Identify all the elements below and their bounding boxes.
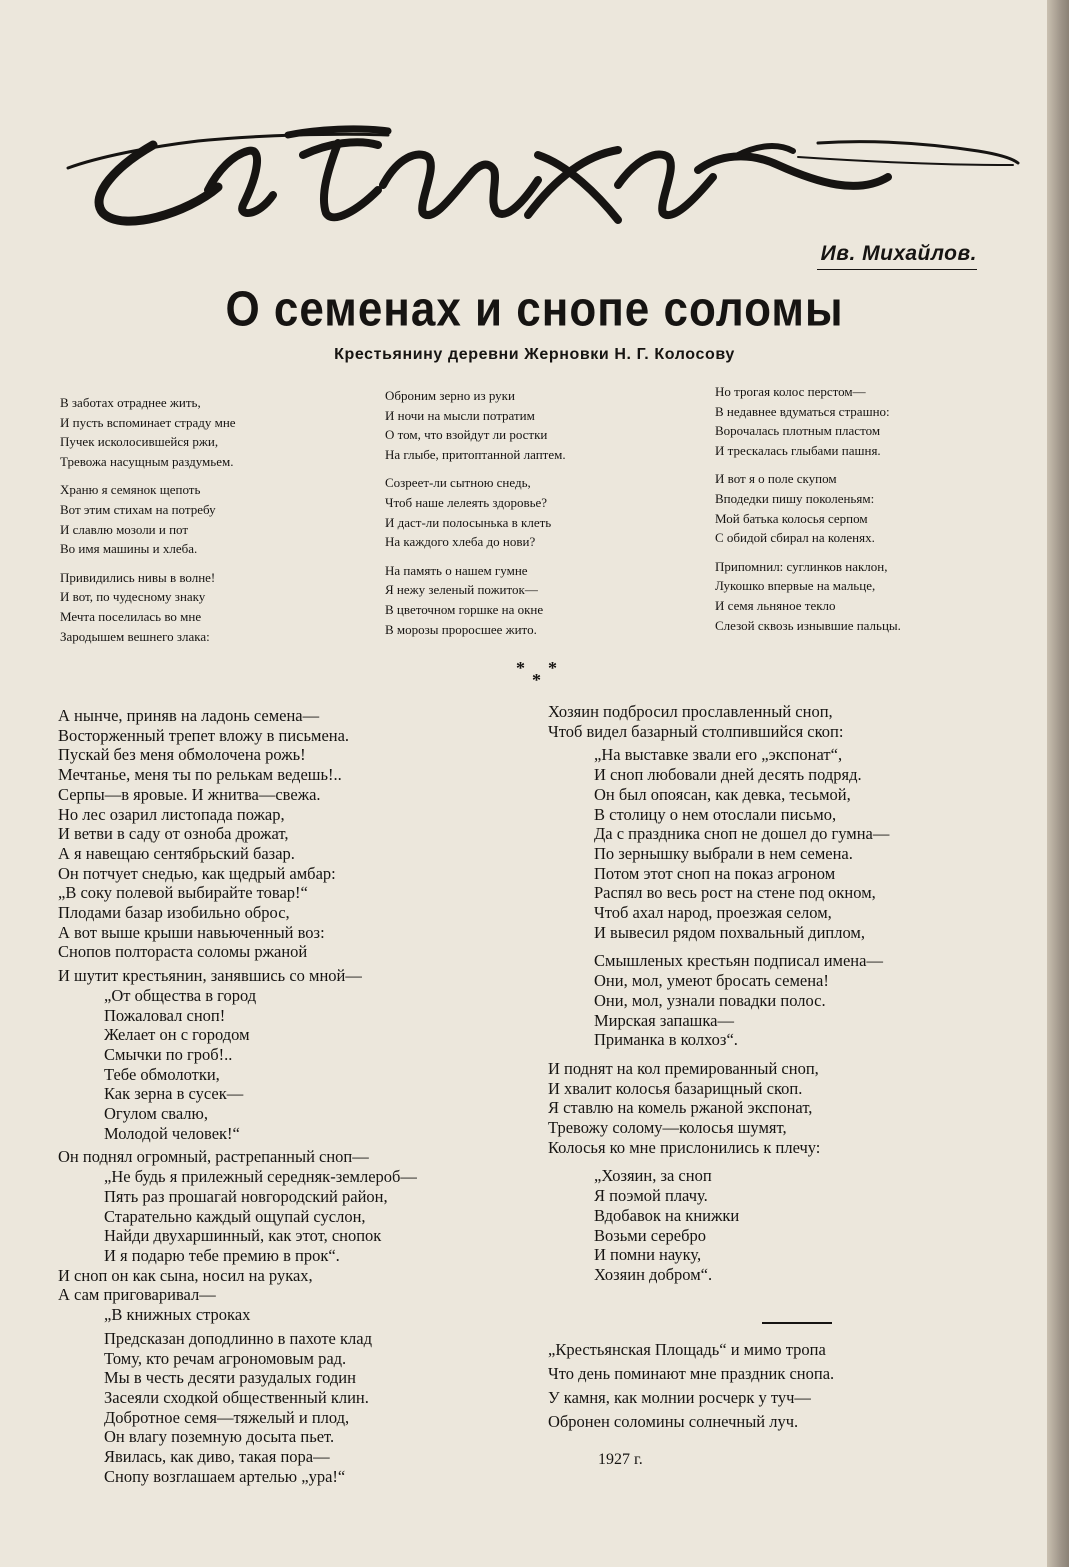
section-header-script <box>58 95 1038 245</box>
verse-line: „От общества в город <box>104 985 257 1005</box>
verse-line: И ветви в саду от озноба дрожат, <box>58 824 289 844</box>
verse-line: Он был опоясан, как девка, тесьмой, <box>594 784 851 804</box>
verse-line: Что день поминают мне праздник снопа. <box>548 1364 835 1383</box>
verse-line: Снопов полтораста соломы ржаной <box>58 942 308 962</box>
verse-line: Лукошко впервые на мальце, <box>715 578 876 594</box>
verse-line: И поднят на кол премированный сноп, <box>548 1058 819 1078</box>
verse-block-indented <box>548 1166 889 1284</box>
verse-line: Тому, кто речам агрономовым рад. <box>104 1348 347 1368</box>
verse-line: Он влагу поземную досыта пьет. <box>104 1427 335 1447</box>
stanza <box>385 386 566 464</box>
verse-line: Мирская запашка— <box>594 1010 734 1030</box>
poem-date: 1927 г. <box>598 1451 643 1468</box>
verse-line: У камня, как молнии росчерк у туч— <box>548 1388 811 1407</box>
page-edge <box>1047 0 1069 1567</box>
verse-line: Плодами базар изобильно оброс, <box>58 903 290 923</box>
verse-line: В недавнее вдуматься страшно: <box>715 403 890 419</box>
stanza <box>60 568 236 646</box>
asterisk: * <box>532 670 541 690</box>
verse-block-indented <box>58 1305 417 1486</box>
verse-line: Пучек исколосившейся ржи, <box>60 434 219 450</box>
verse-line: Колосья ко мне прислонились к плечу: <box>548 1137 821 1157</box>
verse-line: Снопу возглашаем артелью „ура!“ <box>104 1466 346 1486</box>
verse-line: Хозяин подбросил прославленный сноп, <box>548 702 833 721</box>
verse-block <box>58 706 417 962</box>
verse-line: И трескалась глыбами пашня. <box>715 442 881 458</box>
verse-line: Мой батька колосья серпом <box>715 510 868 526</box>
poem-dedication: Крестьянину деревни Жерновки Н. Г. Колосову <box>334 346 735 363</box>
verse-line: И хвалит колосья базарищный скоп. <box>548 1078 803 1098</box>
verse-line: На каждого хлеба до нови? <box>385 534 536 550</box>
verse-line: Да с праздника сноп не дошел до гумна— <box>594 824 890 844</box>
verse-line: И семя льняное текло <box>715 597 836 613</box>
main-column-right <box>548 702 889 1285</box>
verse-block-indented <box>58 1167 417 1266</box>
verse-line: Засеяли сходкой общественный клин. <box>104 1387 369 1407</box>
verse-line: Он поднял огромный, растрепанный сноп— <box>58 1147 369 1167</box>
verse-line: Распял во весь рост на стене под окном, <box>594 883 876 903</box>
verse-line: Чтоб ахал народ, проезжая селом, <box>594 903 832 923</box>
asterisk: * <box>548 658 557 678</box>
poem-title: О семенах и снопе соломы <box>225 282 844 337</box>
verse-line: И вот я о поле скупом <box>715 471 837 487</box>
author-name: Ив. Михайлов. <box>817 242 977 270</box>
verse-line: Вот этим стихам на потребу <box>60 501 216 517</box>
verse-line: Созреет-ли сытною снедь, <box>385 475 531 491</box>
verse-line: Ворочалась плотным пластом <box>715 423 881 439</box>
verse-block-indented <box>58 986 417 1144</box>
verse-line: Слезой сквозь изнывшие пальцы. <box>715 617 901 633</box>
verse-line: Он потчует снедью, как щедрый амбар: <box>58 863 336 883</box>
small-column-3 <box>715 382 901 644</box>
verse-line: Вподедки пишу поколеньям: <box>715 490 875 506</box>
main-column-left <box>58 706 417 1486</box>
verse-line: Я поэмой плачу. <box>594 1186 708 1206</box>
verse-line: И помни науку, <box>594 1245 702 1265</box>
asterisk: * <box>516 658 525 678</box>
verse-line: Пускай без меня обмолочена рожь! <box>58 745 306 765</box>
stanza <box>385 473 566 551</box>
verse-line: Как зерна в сусек— <box>104 1084 244 1104</box>
verse-line: Приманка в колхоз“. <box>594 1030 738 1050</box>
verse-line: Чтоб наше лелеять здоровье? <box>385 494 548 510</box>
verse-line: „На выставке звали его „экспонат“, <box>594 745 843 765</box>
verse-line: Пожаловал сноп! <box>104 1005 226 1025</box>
verse-line: Оброним зерно из руки <box>385 388 515 403</box>
verse-line: Хозяин добром“. <box>594 1264 713 1284</box>
verse-line: Мечтанье, меня ты по релькам ведешь!.. <box>58 765 342 785</box>
verse-line: Явилась, как диво, такая пора— <box>104 1447 330 1467</box>
verse-line: Пять раз прошагай новгородский район, <box>104 1186 388 1206</box>
verse-line: Чтоб видел базарный столпившийся скоп: <box>548 721 844 741</box>
verse-line: И славлю мозоли и пот <box>60 521 189 537</box>
verse-line: С обидой сбирал на коленях. <box>715 530 875 546</box>
verse-line: Потом этот сноп на показ агроном <box>594 863 836 883</box>
verse-line: „Хозяин, за сноп <box>594 1166 712 1186</box>
verse-line: А вот выше крыши навьюченный воз: <box>58 922 325 942</box>
stanza <box>715 382 901 460</box>
verse-line: „В книжных строках <box>104 1305 251 1325</box>
verse-line: Тебе обмолотки, <box>104 1064 220 1084</box>
verse-line: На память о нашем гумне <box>385 562 528 578</box>
stanza <box>385 561 566 639</box>
verse-line: И пусть вспоминает страду мне <box>60 414 236 430</box>
final-stanza <box>548 1338 834 1434</box>
verse-line: Вдобавок на книжки <box>594 1205 740 1225</box>
verse-line: Предсказан доподлинно в пахоте клад <box>104 1328 372 1348</box>
verse-line: Но трогая колос перстом— <box>715 384 866 399</box>
verse-line: И сноп любовали дней десять подряд. <box>594 765 862 785</box>
verse-line: Тревожа насущным раздумьем. <box>60 453 234 469</box>
verse-line: Я ставлю на комель ржаной экспонат, <box>548 1098 813 1118</box>
stanza <box>715 557 901 635</box>
verse-line: Молодой человек!“ <box>104 1123 240 1143</box>
verse-line: „Крестьянская Площадь“ и мимо тропа <box>548 1340 826 1359</box>
verse-line: И вот, по чудесному знаку <box>60 589 206 605</box>
verse-block-indented <box>548 745 889 1050</box>
verse-line: Восторженный трепет вложу в письмена. <box>58 725 350 745</box>
verse-line: Желает он с городом <box>104 1025 250 1045</box>
stanza <box>60 480 236 558</box>
asterism-separator <box>508 658 568 690</box>
verse-line: И сноп он как сына, носил на руках, <box>58 1265 313 1285</box>
small-column-1 <box>60 393 236 655</box>
verse-line: Серпы—в яровые. И жнитва—свежа. <box>58 784 321 804</box>
verse-line: Во имя машины и хлеба. <box>60 541 198 557</box>
verse-line: А сам приговаривал— <box>58 1285 216 1305</box>
verse-line: Они, мол, умеют бросать семена! <box>594 971 829 991</box>
verse-line: Найди двухаршинный, как этот, снопок <box>104 1226 382 1246</box>
verse-line: В заботах отраднее жить, <box>60 395 201 410</box>
verse-line: „В соку полевой выбирайте товар!“ <box>58 883 308 903</box>
verse-line: Мы в честь десяти разудалых годин <box>104 1368 356 1388</box>
verse-line: Тревожу солому—колосья шумят, <box>548 1118 787 1138</box>
verse-line: На глыбе, притоптанной лаптем. <box>385 446 566 462</box>
stanza <box>715 469 901 547</box>
verse-line: Я нежу зеленый пожиток— <box>385 582 538 598</box>
verse-line: И ночи на мысли потратим <box>385 407 535 423</box>
verse-line: Возьми серебро <box>594 1225 707 1245</box>
section-divider <box>762 1322 832 1324</box>
verse-line: В цветочном горшке на окне <box>385 601 544 617</box>
small-column-2 <box>385 386 566 648</box>
verse-line: И даст-ли полосынька в клеть <box>385 514 552 530</box>
verse-line: Обронен соломины солнечный луч. <box>548 1412 799 1431</box>
verse-line: Мечта поселилась во мне <box>60 608 202 624</box>
verse-line: И я подарю тебе премию в прок“. <box>104 1245 340 1265</box>
verse-line: О том, что взойдут ли ростки <box>385 427 548 443</box>
verse-line: В столицу о нем отослали письмо, <box>594 804 837 824</box>
verse-line: Они, мол, узнали повадки полос. <box>594 990 826 1010</box>
verse-line: И шутит крестьянин, занявшись со мной— <box>58 966 362 986</box>
verse-line: Зародышем вешнего злака: <box>60 628 210 644</box>
verse-line: Припомнил: суглинков наклон, <box>715 558 888 574</box>
verse-line: Огулом свалю, <box>104 1104 208 1124</box>
stanza <box>60 393 236 471</box>
verse-line: Старательно каждый ощупай суслон, <box>104 1206 366 1226</box>
verse-line: В морозы проросшее жито. <box>385 621 537 637</box>
verse-line: Смышленых крестьян подписал имена— <box>594 951 883 971</box>
verse-line: „Не будь я прилежный середняк-землероб— <box>104 1167 417 1187</box>
verse-line: И вывесил рядом похвальный диплом, <box>594 922 865 942</box>
verse-line: А я навещаю сентябрьский базар. <box>58 843 295 863</box>
verse-line: По зернышку выбрали в нем семена. <box>594 843 853 863</box>
verse-line: Добротное семя—тяжелый и плод, <box>104 1407 350 1427</box>
verse-line: Привидились нивы в волне! <box>60 569 216 585</box>
verse-line: Храню я семянок щепоть <box>60 482 201 498</box>
verse-line: А нынче, приняв на ладонь семена— <box>58 706 320 725</box>
verse-line: Но лес озарил листопада пожар, <box>58 804 285 824</box>
verse-line: Смычки по гроб!.. <box>104 1044 233 1064</box>
